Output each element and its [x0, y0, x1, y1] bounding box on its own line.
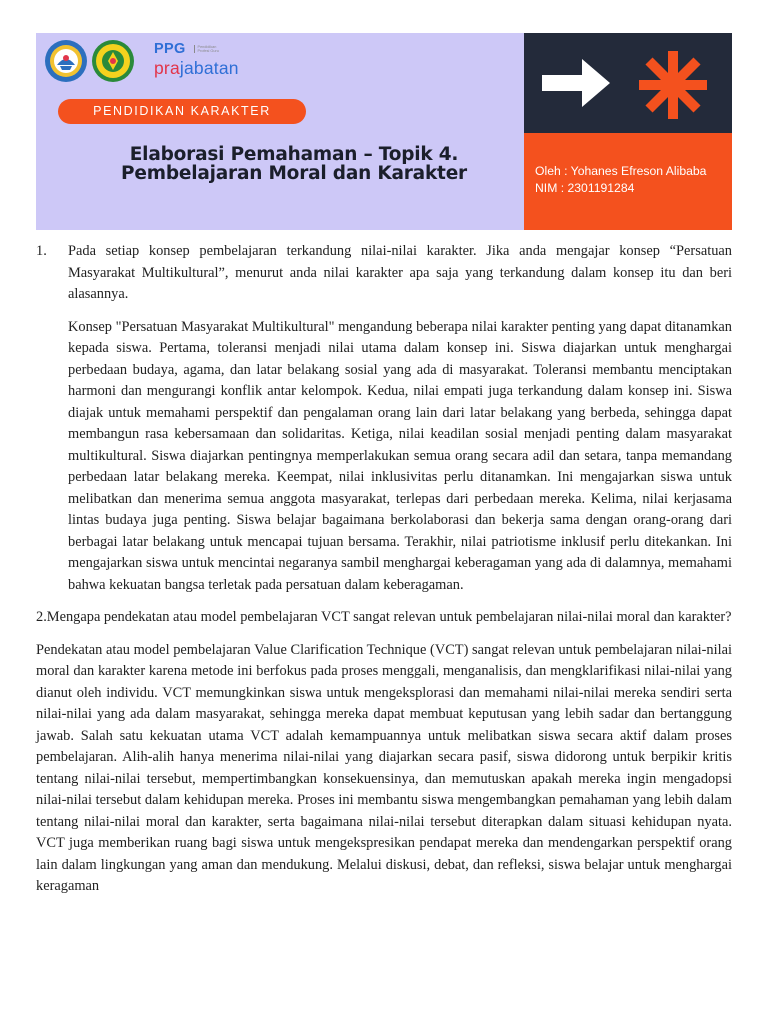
ppg-label: PPG — [154, 41, 186, 57]
student-id: NIM : 2301191284 — [535, 181, 635, 195]
university-logo — [91, 39, 135, 83]
question-number: 1. — [36, 243, 47, 259]
answer-1: Konsep "Persatuan Masyarakat Multikultural" mengandung beberapa nilai karakter penting yang dapat ditanamkan kepada siswa. Pertama, toleransi menjadi nilai utama dalam konsep ini. Siswa diajarkan untuk menghargai perbedaan budaya, agama, dan latar belakang sosial yang ada di masyarakat. Toleransi membantu menciptakan harmoni dan mengurangi konflik antar kelompok. Kedua, nilai empati juga terkandung dalam konsep ini. Siswa diajak untuk memahami perspektif dan pengalaman orang lain dari latar belakang yang berbeda, sehingga dapat membangun rasa kebersamaan dan solidaritas. Ketiga, nilai keadilan sosial menjadi penting dalam masyarakat multikultural. Siswa diajarkan pentingnya memperlakukan semua orang secara adil dan setara, tanpa memandang perbedaan latar belakang mereka. Keempat, nilai inklusivitas perlu ditanamkan. Ini mengajarkan siswa untuk melibatkan dan menerima semua anggota masyarakat, terlepas dari perbedaan mereka. Kelima, nilai kerjasama lintas budaya juga penting. Siswa belajar bagaimana berkolaborasi dan bekerja sama dengan orang-orang dari berbagai latar belakang untuk mencapai tujuan bersama. Terakhir, nilai patriotisme inklusif perlu ditekankan. Ini mengajarkan siswa untuk mencintai negaranya sambil menghargai keberagaman yang ada di dalamnya, memahami bahwa kekuatan bangsa terletak pada persatuan dalam keberagaman. — [68, 318, 732, 593]
title-line-2: Pembelajaran Moral dan Karakter — [121, 163, 467, 184]
question-2: 2.Mengapa pendekatan atau model pembelajaran VCT sangat relevan untuk pembelajaran nilai-nilai moral dan karakter? — [36, 609, 732, 625]
author-name: Oleh : Yohanes Efreson Alibaba — [535, 164, 707, 178]
answer-2: Pendekatan atau model pembelajaran Value Clarification Technique (VCT) sangat relevan untuk pembelajaran nilai-nilai moral dan karakter karena metode ini berfokus pada proses menggali, menganalisis, dan mengklarifikasi nilai-nilai yang dianut oleh individu. VCT memungkinkan siswa untuk mengeksplorasi dan memahami nilai-nilai mereka sendiri serta nilai-nilai yang ada dalam masyarakat, sehingga mereka dapat membuat keputusan yang lebih sadar dan bertanggung jawab. Salah satu kekuatan utama VCT adalah kemampuannya untuk melibatkan siswa secara aktif dalam proses pembelajaran. Alih-alih hanya menerima nilai-nilai yang diajarkan secara pasif, siswa didorong untuk berpikir kritis tentang nilai-nilai tersebut, mempertimbangkan konsekuensinya, dan memutuskan apakah mereka ingin mengadopsi nilai-nilai tersebut dalam kehidupan mereka. Proses ini membantu siswa mengembangkan pemahaman yang lebih dalam tentang nilai-nilai moral dan karakter, serta bagaimana nilai-nilai tersebut diterapkan dalam situasi kehidupan nyata. VCT juga memberikan ruang bagi siswa untuk mengekspresikan pendapat mereka dan mendengarkan perspektif orang lain dalam lingkungan yang aman dan mendukung. Melalui diskusi, debat, dan refleksi, siswa belajar untuk menghargai keragaman — [36, 641, 732, 894]
category-badge: PENDIDIKAN KARAKTER — [58, 99, 306, 124]
header-banner — [36, 33, 732, 230]
ppg-prajabatan-logo — [154, 41, 239, 79]
ristekdikti-logo — [44, 39, 88, 83]
ppg-subtitle: Pendidikan Profesi Guru — [194, 45, 224, 53]
title-panel — [36, 33, 524, 230]
prajabatan-label: prajabatan — [154, 58, 239, 78]
asterisk-icon — [632, 45, 714, 125]
question-1 — [36, 241, 732, 306]
page-title — [64, 145, 524, 183]
title-line-1: Elaborasi Pemahaman – Topik 4. — [129, 144, 459, 165]
info-panel — [524, 33, 732, 230]
icon-panel — [524, 33, 732, 133]
arrow-right-icon — [534, 45, 622, 121]
question-text: Pada setiap konsep pembelajaran terkandung nilai-nilai karakter. Jika anda mengajar konsep “Persatuan Masyarakat Multikultural”, menurut anda nilai karakter apa saja yang terkandung dalam konsep itu dan beri alasannya. — [68, 243, 732, 302]
document-body — [36, 241, 732, 898]
author-panel — [524, 133, 732, 230]
